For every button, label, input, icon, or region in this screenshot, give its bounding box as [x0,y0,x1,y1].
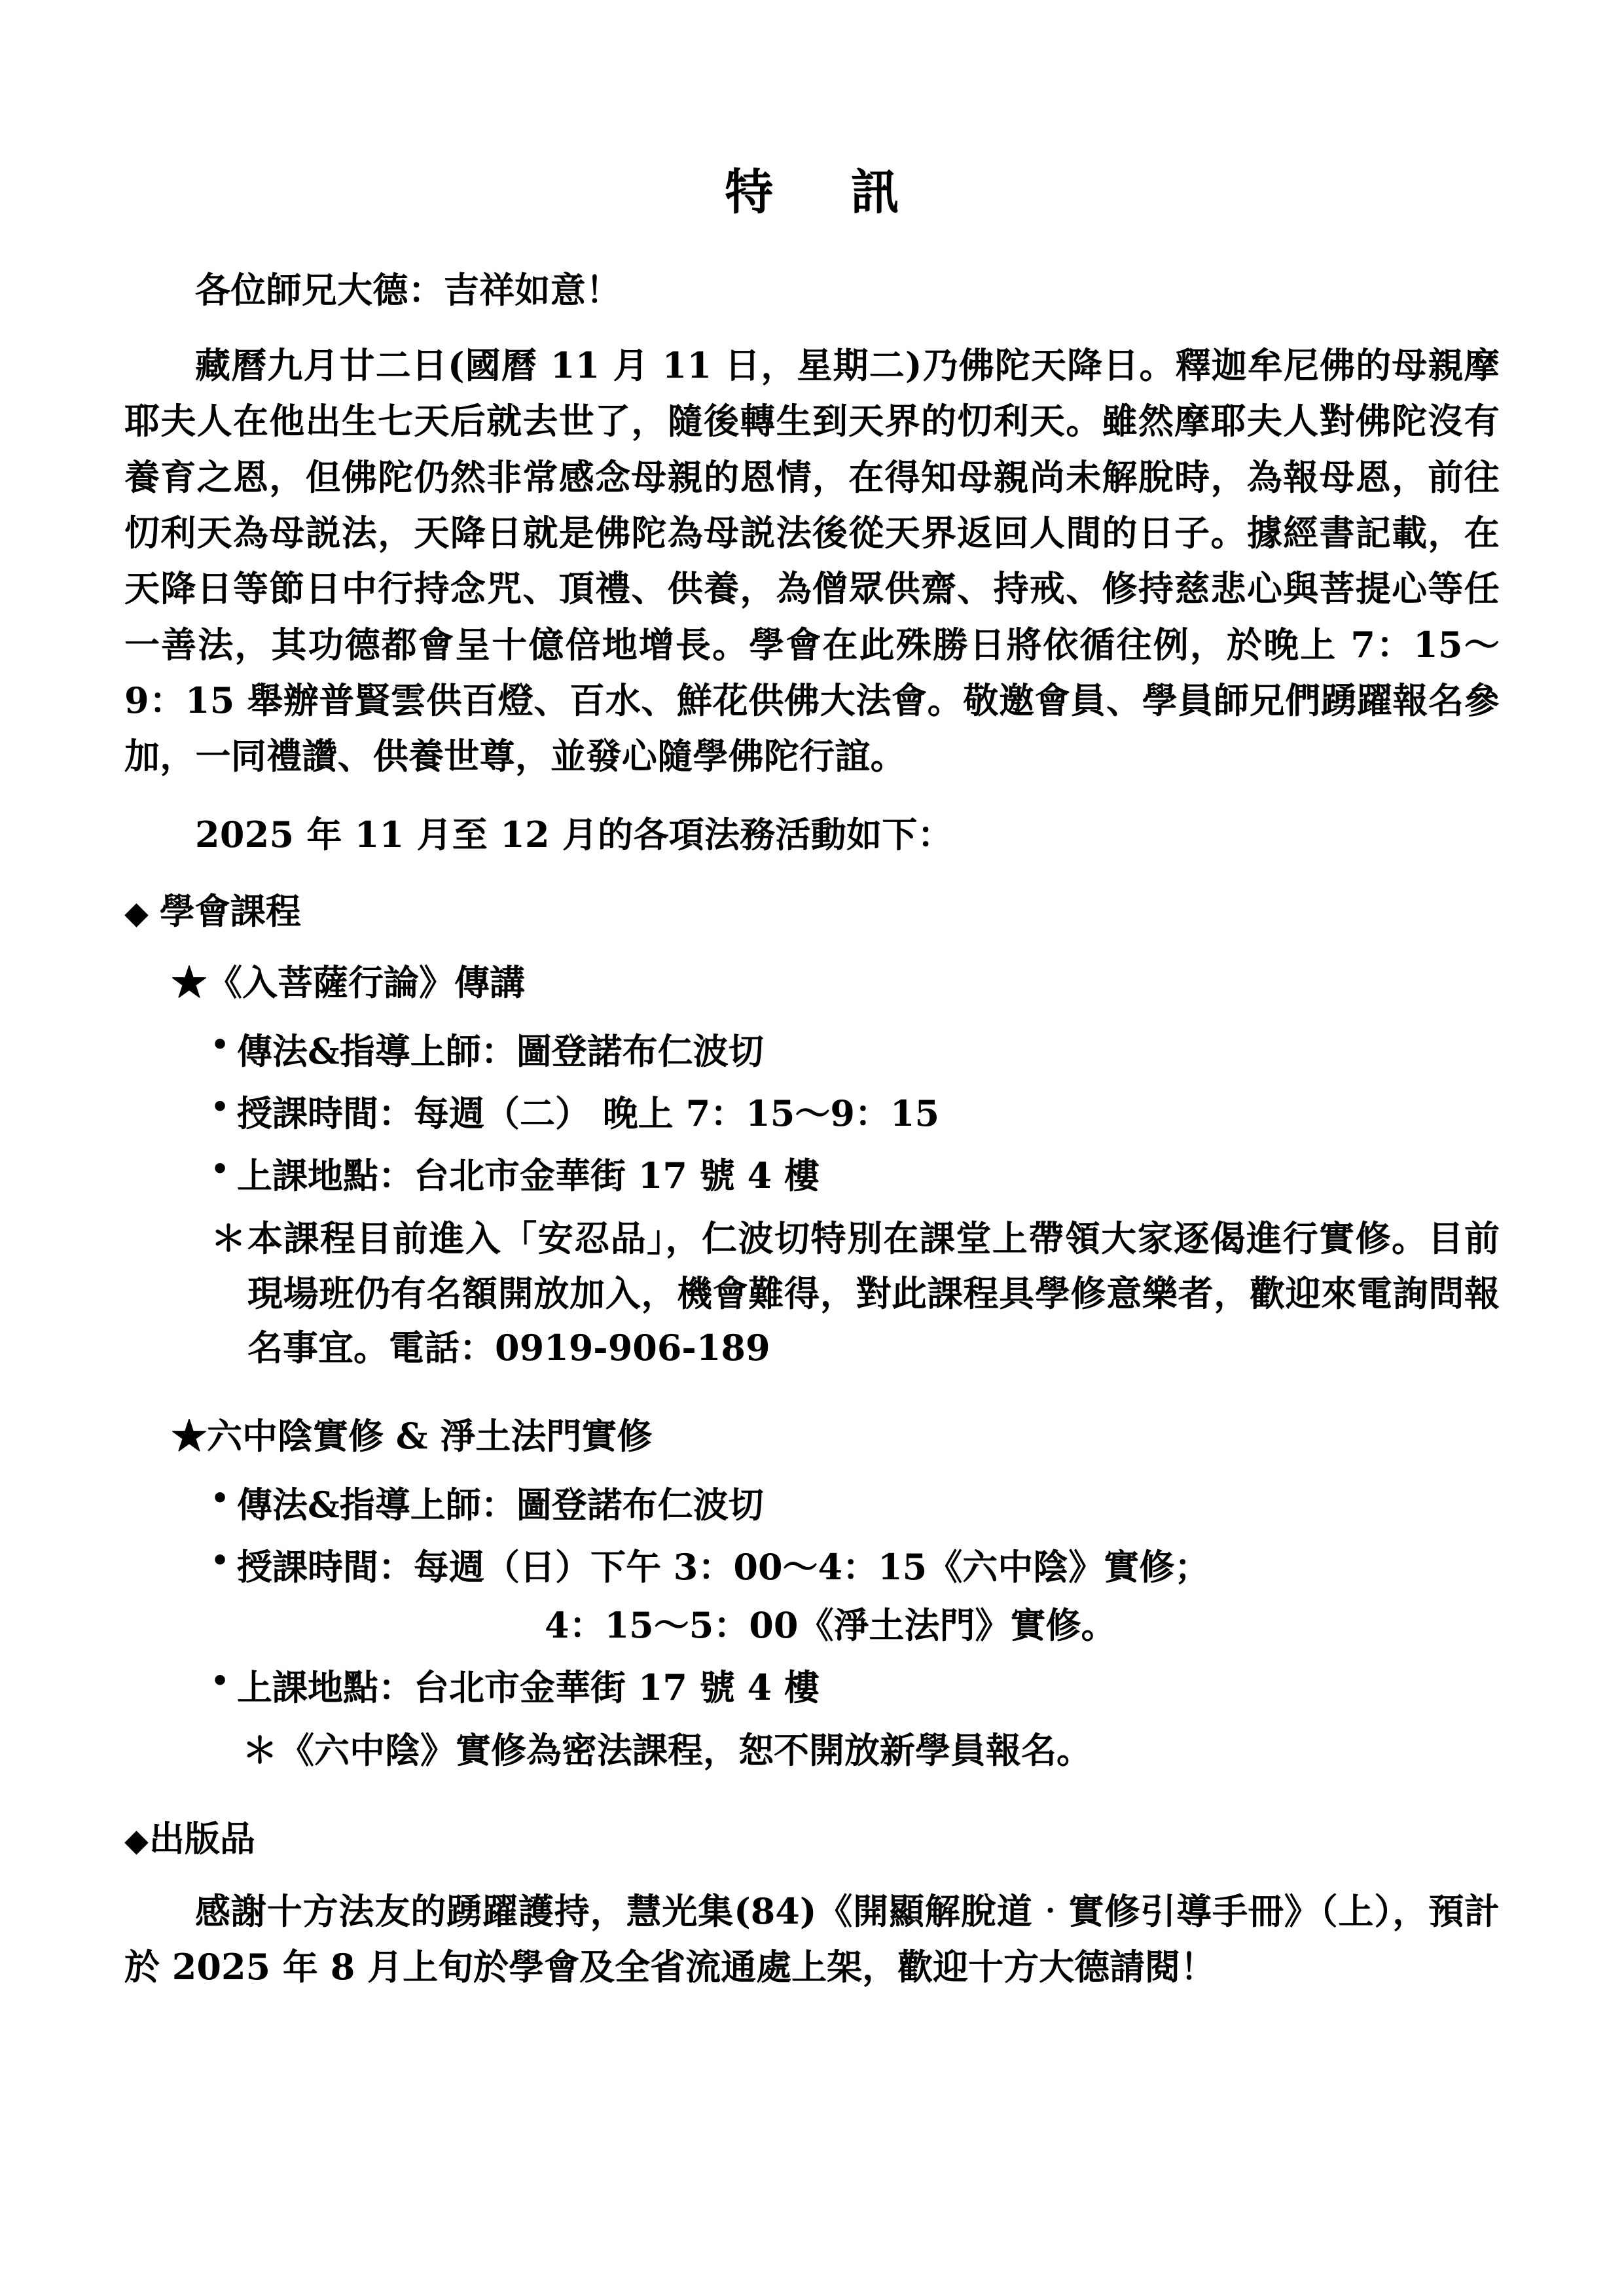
list-item-text: 上課地點：台北市金華街 17 號 4 樓 [237,1666,820,1708]
course-heading-bodhicaryavatara [124,956,1500,1009]
list-item-text: 傳法&指導上師：圖登諾布仁波切 [237,1483,764,1526]
course-heading-bardo-pureland [124,1410,1500,1463]
list-item [211,1661,1500,1714]
diamond-bullet-icon: ◆ [124,1821,149,1859]
intro-paragraph: 藏曆九月廿二日(國曆 11 月 11 日，星期二)乃佛陀天降日。釋迦牟尼佛的母親摩耶夫人在他出生七天后就去世了，隨後轉生到天界的忉利天。雖然摩耶夫人對佛陀沒有養育之恩，但佛陀仍然非常感念母親的恩情，在得知母親尚未解脫時，為報母恩，前往忉利天為母説法，天降日就是佛陀為母説法後從天界返回人間的日子。據經書記載，在天降日等節日中行持念咒、頂禮、供養，為僧眾供齋、持戒、修持慈悲心與菩提心等任一善法，其功德都會呈十億倍地增長。學會在此殊勝日將依循往例，於晚上 7：15～9：15 舉辦普賢雲供百燈、百水、鮮花供佛大法會。敬邀會員、學員師兄們踴躍報名參加，一同禮讚、供養世尊，並發心隨學佛陀行誼。 [124,344,1500,778]
asterisk-icon: ＊ [211,1217,246,1259]
section-heading-publications [124,1812,1500,1865]
diamond-bullet-icon: ◆ [124,894,149,931]
list-item: • 上課地點：台北市金華街 17 號 4 樓 [211,1149,1500,1202]
course-note-bardo [124,1723,1500,1778]
list-item: • 授課時間：每週（二） 晚上 7：15～9：15 [211,1087,1500,1140]
section-heading-courses-label: 學會課程 [159,889,301,932]
page-title: 特 訊 [725,164,914,221]
asterisk-icon: ＊ [242,1729,278,1771]
section-heading-courses [124,885,1500,938]
section-heading-publications-label: 出版品 [149,1817,255,1859]
course-note-bodhicaryavatara-text: 本課程目前進入「安忍品」，仁波切特別在課堂上帶領大家逐偈進行實修。目前現場班仍有名額開放加入，機會難得，對此課程具學修意樂者，歡迎來電詢問報名事宜。電話：0919-906-189 [247,1217,1500,1369]
course-detail-list-bodhicaryavatara [124,1025,1500,1202]
course-note-bodhicaryavatara [124,1211,1500,1376]
schedule-intro-line: 2025 年 11 月至 12 月的各項法務活動如下： [195,813,953,855]
course-heading-bodhicaryavatara-label: 《入菩薩行論》傳講 [207,961,525,1003]
course-heading-bardo-pureland-label: 六中陰實修 & 淨土法門實修 [207,1414,653,1457]
list-item [211,1479,1500,1532]
course-note-bardo-text: 《六中陰》實修為密法課程，恕不開放新學員報名。 [279,1729,1092,1771]
list-item-continuation: 4：15～5：00《淨土法門》實修。 [545,1604,1117,1646]
greeting-line: 各位師兄大德：吉祥如意！ [195,268,622,311]
list-item-text: 授課時間：每週（日）下午 3：00～4：15《六中陰》實修； [237,1545,1210,1588]
course-detail-list-bardo-pureland [124,1479,1500,1714]
list-item [211,1541,1500,1652]
star-bullet-icon: ★ [171,1414,207,1457]
star-bullet-icon: ★ [171,961,207,1003]
list-item: • 傳法&指導上師：圖登諾布仁波切 [211,1025,1500,1078]
publications-paragraph: 感謝十方法友的踴躍護持，慧光集(84)《開顯解脫道‧實修引導手冊》（上），預計於 2025 年 8 月上旬於學會及全省流通處上架，歡迎十方大德請閱！ [124,1890,1500,1988]
